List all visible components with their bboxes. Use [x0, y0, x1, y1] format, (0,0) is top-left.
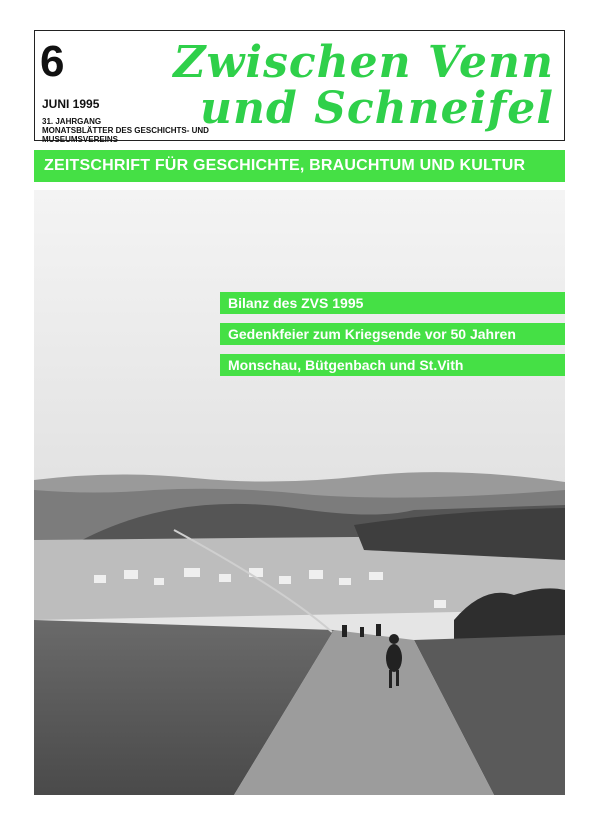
issue-number: 6	[40, 37, 65, 86]
headline-3: Monschau, Bütgenbach und St.Vith	[220, 354, 565, 376]
headline-2: Gedenkfeier zum Kriegsende vor 50 Jahren	[220, 323, 565, 345]
title-line-2: und Schneifel	[200, 83, 554, 134]
magazine-title	[173, 37, 554, 134]
title-line-1: Zwischen Venn	[173, 37, 554, 88]
publisher-label: MONATSBLÄTTER DES GESCHICHTS- UND MUSEUMSVEREINS	[42, 126, 209, 144]
landscape-photo	[34, 190, 565, 795]
issue-date: JUNI 1995	[42, 97, 100, 111]
subtitle-bar	[34, 150, 565, 182]
subtitle: ZEITSCHRIFT FÜR GESCHICHTE, BRAUCHTUM UND KULTUR	[44, 157, 526, 174]
volume-label: 31. JAHRGANG	[42, 117, 102, 126]
cover-photo	[34, 190, 565, 795]
headline-1: Bilanz des ZVS 1995	[220, 292, 565, 314]
